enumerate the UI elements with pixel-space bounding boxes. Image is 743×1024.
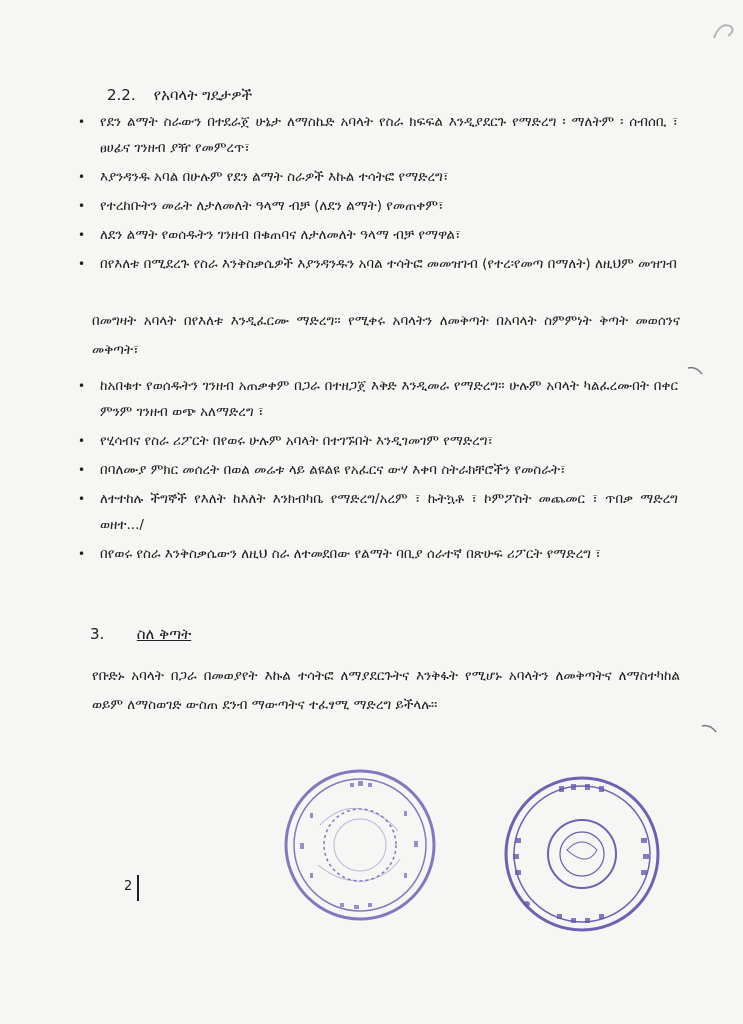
list-item: • የተረከቡትን መሬት ለታለመለት ዓላማ ብቻ (ለደን ልማት) የመጠቀም፣: [78, 193, 678, 219]
list-item: • በየወሩ የስራ እንቅስቃሴውን ለዚህ ስራ ለተመደበው የልማት ባቢያ ሰራተኛ በጽሁፍ ሪፖርት የማድረግ ፣: [78, 541, 678, 567]
list-item: • ለደን ልማት የወሰዱትን ገንዘብ በቁጠባና ለታለመለት ዓላማ ብቻ የማዋል፣: [78, 222, 678, 248]
list-item: • ለተተከሉ ችግኞች የእለት ከእለት እንክብካቤ የማድረግ/አረም ፣ ኩትኳቶ ፣ ኮምፖስት መጨመር ፣ ጥበቃ ማድረግ ወዘተ.../: [78, 486, 678, 538]
list-item: • በባለሙያ ምክር መሰረት በወል መሬቱ ላይ ልዩልዩ የአፈርና ውሃ እቀባ ስትራክቸሮችን የመስራት፣: [78, 457, 678, 483]
page-number: 2: [124, 879, 133, 894]
bullet-icon: •: [78, 492, 86, 506]
bullet-icon: •: [78, 199, 86, 213]
section-heading-2-2: [107, 86, 252, 104]
scan-mark: [700, 720, 720, 740]
bullet-icon: •: [78, 434, 86, 448]
page-number-bar: [137, 875, 139, 901]
bullet-icon: •: [78, 379, 86, 393]
section-heading-3: [90, 625, 191, 643]
list-item: • በየእለቱ በሚደረጉ የስራ እንቅስቃሴዎች እያንዳንዱን አባል ተሳትፎ መመዝገብ (የተረ፡የመጣ በማለት) ለዚህም መዝገብ: [78, 251, 678, 277]
list-item: • ከአበቁተ የወሰዱትን ገንዘብ አጠቃቀም በጋራ በተዘጋጀ እቅድ እንዲመራ የማድረግ፡፡ ሁሉም አባላት ካልፈረሙበት በቀር ምንም ገንዘብ ወጭ አለማድረግ ፣: [78, 373, 678, 425]
bullet-icon: •: [78, 463, 86, 477]
list-item: • የሂሳብና የስራ ሪፖርት በየወሩ ሁሉም አባላት በተገኙበት እንዲገመገም የማድረግ፣: [78, 428, 678, 454]
scan-mark: [708, 8, 738, 48]
bullet-icon: •: [78, 115, 86, 129]
section-number: 3.: [90, 625, 105, 643]
seal-stamp-left: [280, 765, 440, 925]
bullet-icon: •: [78, 228, 86, 242]
bullet-icon: •: [78, 170, 86, 184]
section-title: ስለ ቅጣት: [136, 625, 192, 643]
list-item: • የደን ልማት ስራውን በተደራጀ ሁኔታ ለማስኬድ አባላት የስራ ክፍፍል እንዲያደርጉ የማድረግ ፡ ማለትም ፡ ሰብሰቢ ፣ ፀሀፊና ገንዘብ ያዥ የመምረጥ፣: [78, 109, 678, 161]
body-paragraph: የቡድኑ አባላት በጋራ በመወያየት እኩል ተሳትፎ ለማያደርጉትና እንቅፋት የሚሆኑ አባላትን ለመቅጣትና ለማስተካከል ወይም ለማስወገድ ውስጠ ደንብ ማውጣትና ተፈፃሚ ማድረግ ይችላሉ፡፡: [92, 668, 680, 713]
body-paragraph: በመግዛት አባላት በየእለቱ እንዲፈርሙ ማድረግ፡፡ የሚቀሩ አባላትን ለመቅጣት በአባላት ስምምነት ቅጣት መወሰንና መቅጣት፣: [92, 313, 680, 358]
scan-mark: [686, 362, 706, 382]
seal-stamp-right: [497, 772, 667, 937]
section-number: 2.2.: [107, 86, 136, 104]
section-title: የአባላት ግዴታዎች: [153, 86, 253, 104]
obligations-list-continued: [78, 373, 678, 570]
bullet-icon: •: [78, 547, 86, 561]
list-item: • እያንዳንዱ አባል በሁሉም የደን ልማት ስራዎች እኩል ተሳትፎ የማድረግ፣: [78, 164, 678, 190]
obligations-list: [78, 109, 678, 280]
bullet-icon: •: [78, 257, 86, 271]
